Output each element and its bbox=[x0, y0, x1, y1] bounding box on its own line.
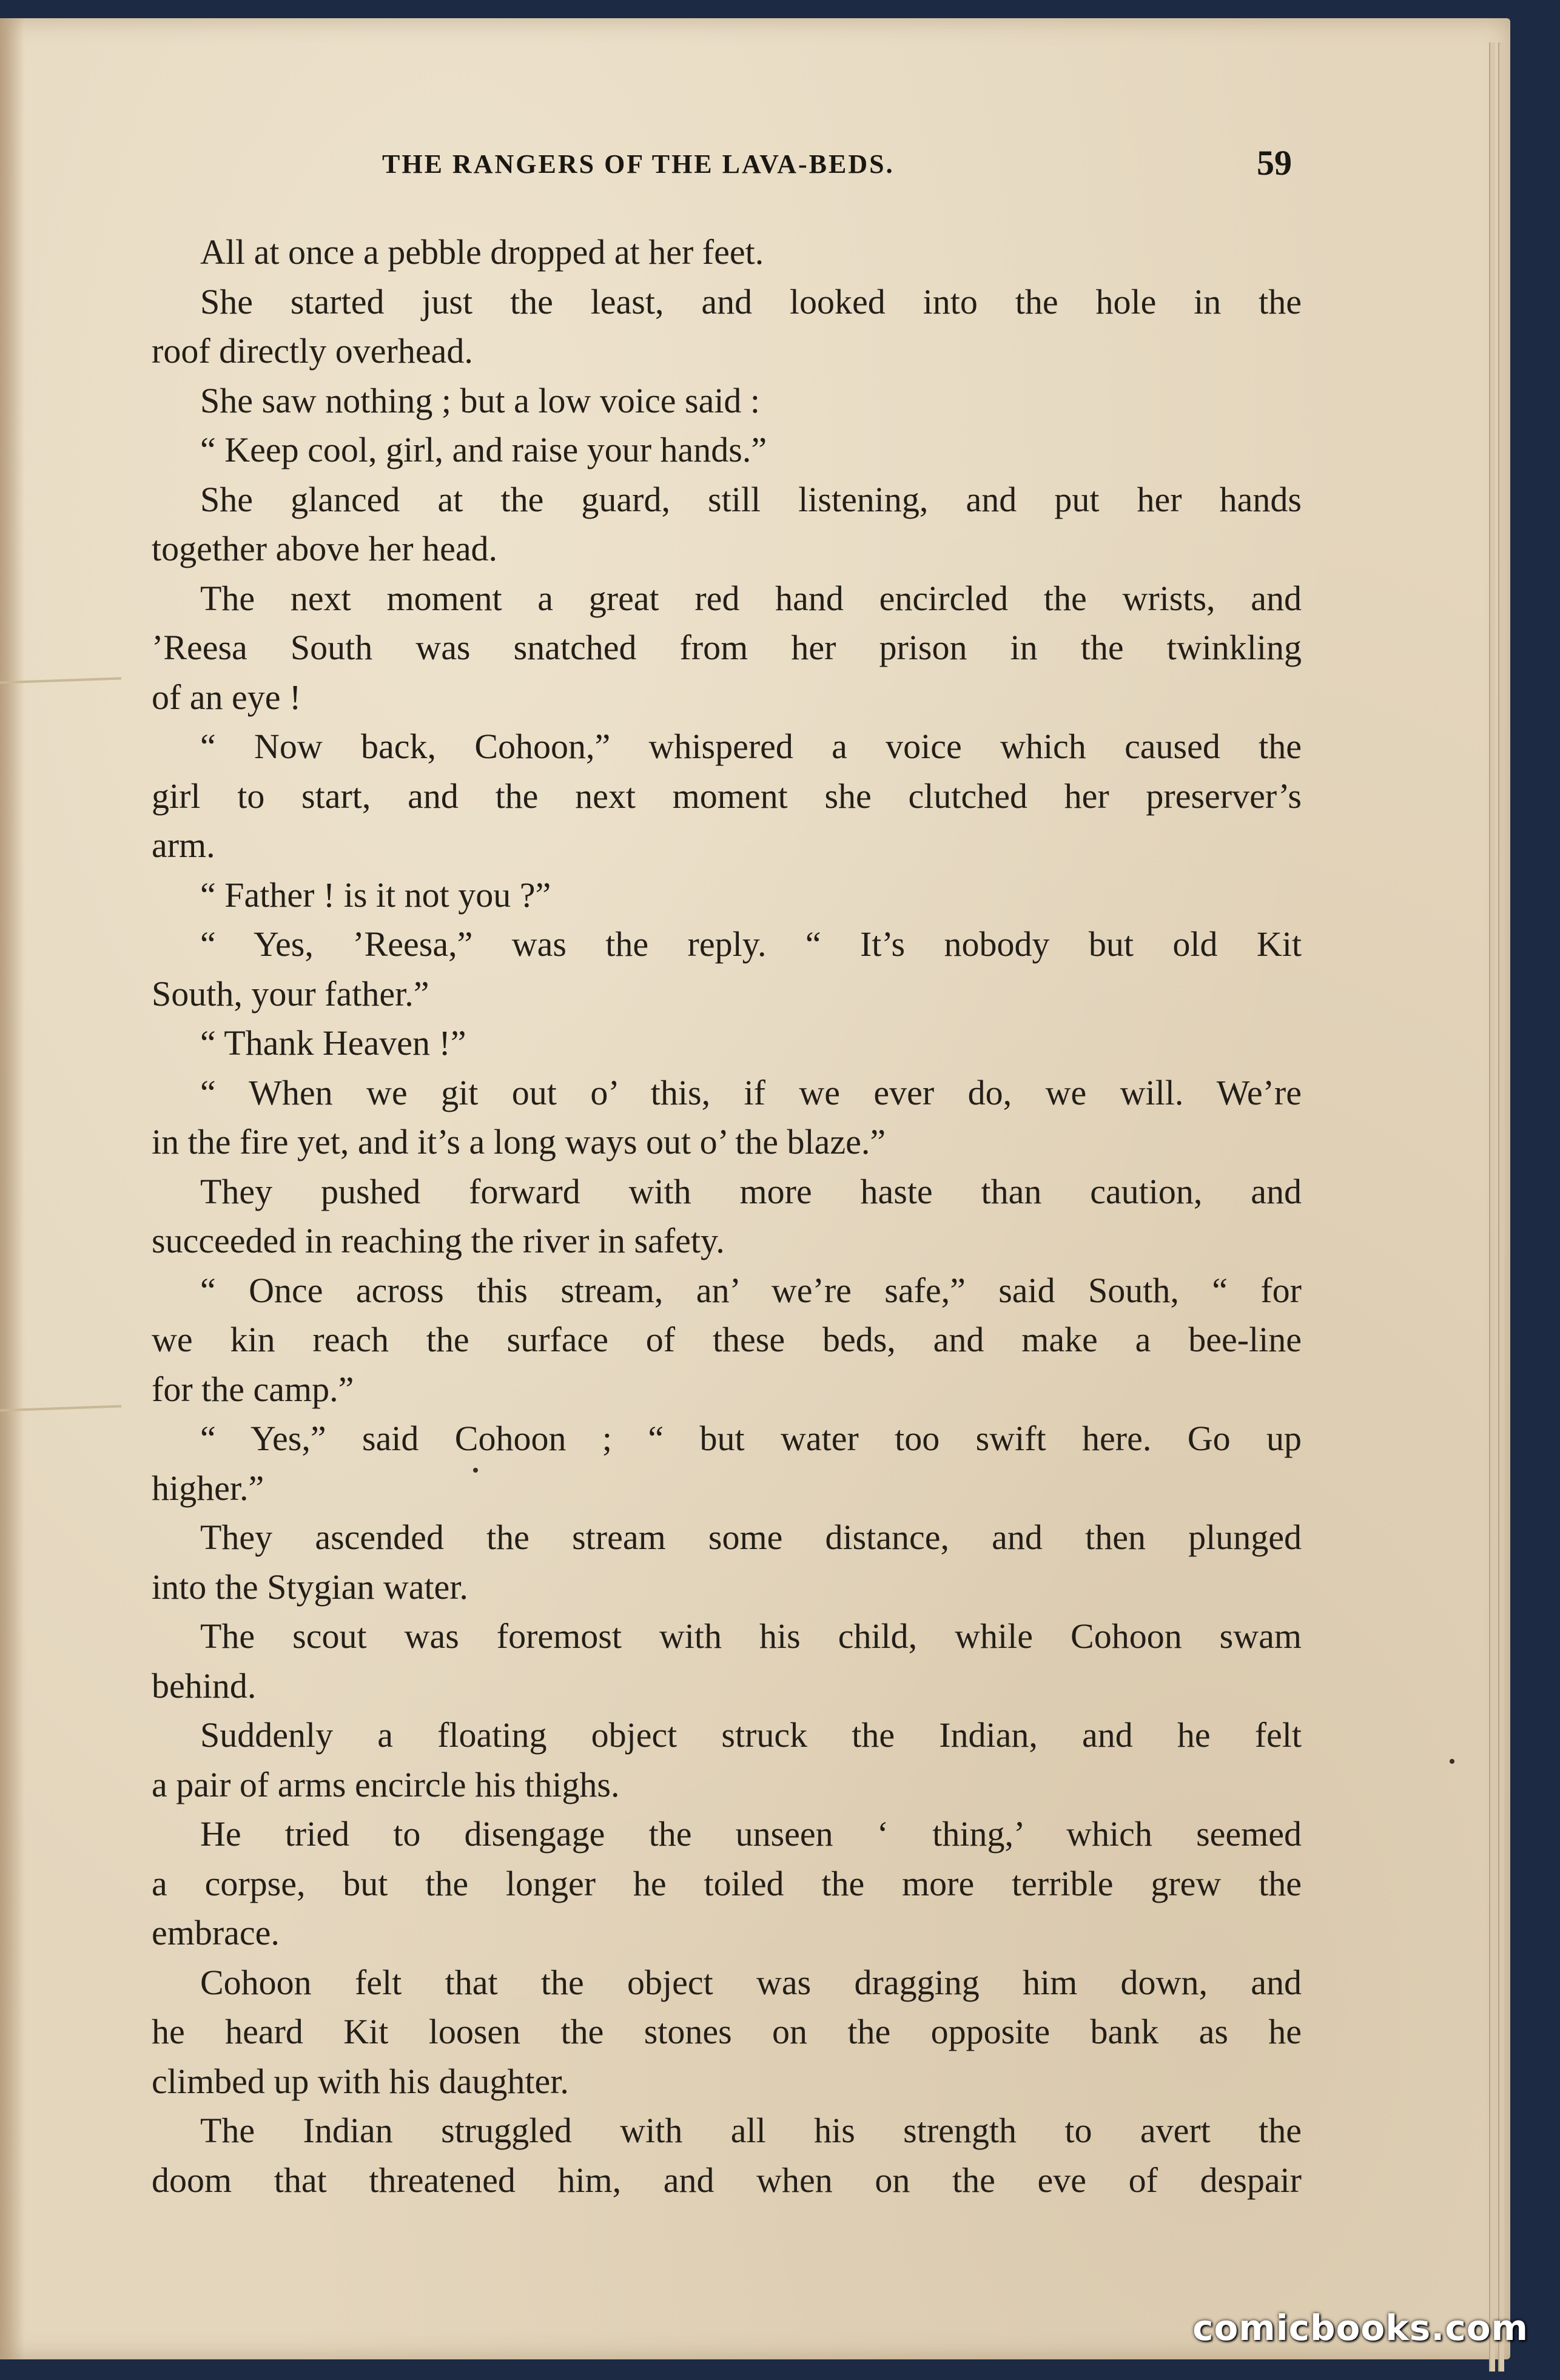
text-line: into the Stygian water. bbox=[152, 1567, 468, 1607]
text-line: South, your father.” bbox=[152, 973, 429, 1014]
ink-speck bbox=[1450, 1759, 1454, 1764]
text-line: in the fire yet, and it’s a long ways out o’ the blaze.” bbox=[152, 1122, 886, 1161]
text-line: arm. bbox=[152, 825, 215, 865]
text-line: All at once a pebble dropped at her feet. bbox=[200, 232, 764, 272]
text-line: “ Now back, Cohoon,” whispered a voice which caused the bbox=[200, 727, 1302, 766]
text-line: of an eye ! bbox=[152, 677, 301, 717]
text-line: “ Thank Heaven !” bbox=[200, 1023, 466, 1063]
text-line: She glanced at the guard, still listening, and put her hands bbox=[200, 479, 1302, 519]
text-line: She started just the least, and looked into the hole in the bbox=[200, 281, 1302, 321]
text-line: a corpse, but the longer he toiled the more terrible grew the bbox=[152, 1863, 1302, 1903]
page-number: 59 bbox=[1257, 143, 1292, 183]
text-line: The scout was foremost with his child, while Cohoon swam bbox=[200, 1616, 1302, 1656]
text-line: “ Once across this stream, an’ we’re safe,” said South, “ for bbox=[200, 1270, 1302, 1310]
book-page bbox=[0, 18, 1510, 2359]
text-line: girl to start, and the next moment she clutched her preserver’s bbox=[152, 776, 1302, 816]
text-line: The next moment a great red hand encircled the wrists, and bbox=[200, 578, 1302, 618]
text-line: “ Keep cool, girl, and raise your hands.” bbox=[200, 430, 767, 469]
body-text bbox=[152, 227, 1302, 2205]
text-line: ’Reesa South was snatched from her prison in the twinkling bbox=[152, 628, 1302, 667]
text-line: “ When we git out o’ this, if we ever do, we will. We’re bbox=[200, 1072, 1302, 1112]
text-line: He tried to disengage the unseen ‘ thing,’ which seemed bbox=[200, 1814, 1302, 1854]
text-line: together above her head. bbox=[152, 529, 498, 568]
text-line: we kin reach the surface of these beds, and make a bee-line bbox=[152, 1320, 1302, 1359]
text-line: They ascended the stream some distance, and then plunged bbox=[200, 1518, 1302, 1557]
text-line: he heard Kit loosen the stones on the opposite bank as he bbox=[152, 2012, 1302, 2051]
watermark: comicbooks.com bbox=[1192, 2307, 1528, 2348]
text-line: succeeded in reaching the river in safety. bbox=[152, 1221, 725, 1260]
text-line: higher.” bbox=[152, 1468, 264, 1508]
text-line: “ Yes,” said Cohoon ; “ but water too swift here. Go up bbox=[200, 1419, 1302, 1458]
page-gutter bbox=[0, 18, 24, 2359]
text-line: The Indian struggled with all his strength to avert the bbox=[200, 2111, 1302, 2150]
page-edge bbox=[1489, 42, 1495, 2372]
text-line: climbed up with his daughter. bbox=[152, 2061, 569, 2101]
text-line: She saw nothing ; but a low voice said : bbox=[200, 380, 761, 420]
text-line: a pair of arms encircle his thighs. bbox=[152, 1764, 620, 1804]
text-line: doom that threatened him, and when on the eve of despair bbox=[152, 2160, 1302, 2200]
ink-speck bbox=[473, 1468, 478, 1473]
text-line: embrace. bbox=[152, 1913, 280, 1952]
text-line: Cohoon felt that the object was dragging him down, and bbox=[200, 1962, 1302, 2002]
text-line: roof directly overhead. bbox=[152, 331, 473, 371]
text-line: behind. bbox=[152, 1666, 257, 1706]
text-line: They pushed forward with more haste than caution, and bbox=[200, 1171, 1302, 1211]
text-line: “ Yes, ’Reesa,” was the reply. “ It’s nobody but old Kit bbox=[200, 924, 1302, 964]
text-line: “ Father ! is it not you ?” bbox=[200, 875, 551, 915]
running-header bbox=[382, 143, 1292, 185]
page-edge bbox=[1498, 42, 1504, 2372]
text-line: Suddenly a floating object struck the Indian, and he felt bbox=[200, 1715, 1302, 1755]
text-line: for the camp.” bbox=[152, 1369, 354, 1409]
header-title: THE RANGERS OF THE LAVA-BEDS. bbox=[382, 149, 895, 179]
